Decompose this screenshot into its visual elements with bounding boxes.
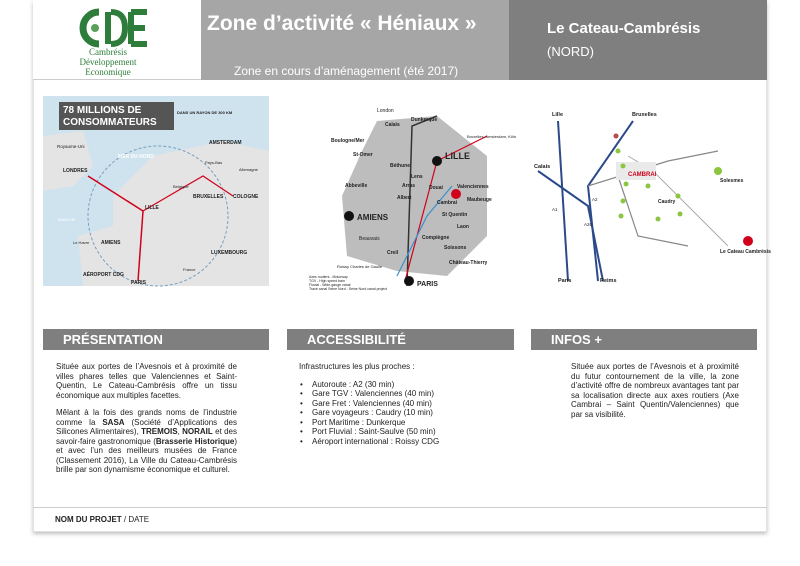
map2-label-7: Lens (411, 174, 423, 180)
map3-label-7: Caudry (658, 199, 676, 205)
map2-label-13: Albert (397, 195, 412, 201)
map1-label-10: Allemagne (239, 167, 258, 172)
map1-label-11: Belgique (173, 184, 189, 189)
map2-label-8: Arras (402, 183, 416, 189)
map2-label-23: PARIS (417, 281, 438, 288)
logo-text (33, 47, 183, 77)
map2-label-4: St-Omer (353, 152, 373, 158)
map3-label-8: Le Cateau Cambrésis (720, 249, 771, 255)
accessibility-intro: Infrastructures les plus proches : (299, 362, 415, 371)
map2-label-14: Cambrai (437, 200, 458, 206)
accessibility-list (299, 380, 499, 447)
map3-label-2: Calais (534, 164, 551, 170)
map2-label-12: Abbeville (345, 183, 368, 189)
map2-label-16: AMIENS (357, 213, 389, 222)
map3-road-1: A2 (592, 197, 598, 202)
presentation-paragraph-1: Située aux portes de l’Avesnois et à proximité de villes phares telles que Valenciennes et Saint-Quentin, Le Cateau-Cambrésis offre un tissu économique aux multiples facettes. (56, 362, 237, 400)
map3-road-0: A1 (552, 207, 558, 212)
map1-label-8: AÉROPORT CDG (83, 272, 124, 278)
location-banner (509, 0, 767, 80)
map3-label-1: Bruxelles (632, 112, 657, 118)
map2-legend-1: TGV - High speed train (309, 279, 345, 283)
company-norail: NORAIL (182, 427, 213, 436)
p2-part-a: Mêlant à la fois des grands noms de l’industrie comme la (56, 408, 237, 427)
map1-label-7: LUXEMBOURG (211, 250, 248, 256)
map1-label-9: PARIS (131, 280, 146, 286)
map1-sea: MER DU NORD (118, 154, 154, 160)
page-title: Zone d’activité « Héniaux » (207, 12, 477, 35)
map1-radius-note: DANS UN RAYON DE 300 KM (177, 110, 233, 115)
accessibility-item: • Gare Fret : Valenciennes (40 min) (299, 399, 499, 409)
p2-part-i: ) et avec l’un des meilleurs musées de France (Classement 2016), La Ville du Cateau-Cambrésis brille par son dynamisme économique et culturel. (56, 436, 237, 474)
section-accessibility: ACCESSIBILITÉ (287, 329, 514, 350)
map2-label-3: Boulogne/Mer (331, 138, 365, 144)
p2-part-c: (Société d’Applications des Silicones Alimentaires), (56, 417, 238, 436)
map1-label-2: AMSTERDAM (209, 140, 242, 146)
map1-label-6: AMIENS (101, 240, 121, 246)
accessibility-item: • Aéroport international : Roissy CDG (299, 437, 499, 447)
map3-label-0: Lille (552, 112, 564, 118)
map2-label-15: St Quentin (442, 212, 468, 218)
map1-label-12: Pays-Bas (205, 160, 223, 165)
map3-label-4: Reims (600, 278, 617, 284)
infos-text (571, 362, 739, 427)
company-sasa: SASA (102, 417, 125, 427)
logo-line-1: Cambrésis (89, 47, 127, 57)
europe-map-image (43, 96, 269, 286)
infos-paragraph: Située aux portes de l’Avesnois et à proximité du futur contournement de la ville, la zone d’activité offre de nombreux avantages tant par sa localisation directe aux axes routiers (Axe Cambrai – Saint Quentin/Valenciennes) que par sa visibilité. (571, 362, 739, 419)
europe-map (43, 96, 269, 286)
cde-logo-icon (79, 8, 149, 48)
map2-label-18: Beauvais (359, 236, 380, 242)
map2-label-21: Creil (387, 250, 399, 256)
map1-label-14: MANCHE (58, 217, 76, 222)
map2-label-19: Compiègne (422, 235, 450, 241)
accessibility-item: • Port Maritime : Dunkerque (299, 418, 499, 428)
logo (33, 0, 201, 80)
map2-label-11: Maubeuge (467, 197, 492, 203)
map3-label-5: CAMBRAI (628, 172, 657, 178)
footer-project: NOM DU PROJET (55, 515, 122, 524)
accessibility-item: • Port Fluvial : Saint-Saulve (50 min) (299, 427, 499, 437)
map3-label-6: Solesmes (720, 178, 744, 184)
section-presentation: PRÉSENTATION (43, 329, 269, 350)
local-map-image (528, 96, 771, 286)
map2-label-17: Laon (457, 224, 469, 230)
map2-label-10: Valenciennes (457, 184, 489, 190)
footer-date: / DATE (121, 515, 150, 524)
section-infos: INFOS + (531, 329, 757, 350)
map1-label-1: LONDRES (63, 168, 88, 174)
map1-banner-line2: CONSOMMATEURS (63, 117, 157, 128)
map1-label-5: LILLE (145, 205, 159, 211)
title-banner (201, 0, 509, 80)
map1-label-4: COLOGNE (233, 194, 259, 200)
region-map-image (287, 96, 517, 292)
map2-legend-2: Fluvial - Wide-gauge canal (309, 283, 351, 287)
local-map (528, 96, 771, 286)
presentation-text (56, 362, 237, 483)
map2-label-25: Bruxelles, Amsterdam, Köln (467, 134, 517, 139)
footer-divider (33, 507, 767, 508)
logo-line-3: Economique (85, 67, 131, 77)
page-subtitle: Zone en cours d’aménagement (été 2017) (234, 64, 459, 78)
map3-road-2: A26 (584, 222, 593, 227)
map2-label-2: Dunkerque (411, 117, 438, 123)
map2-label-0: London (377, 108, 394, 114)
map2-label-5: Béthune (390, 163, 410, 169)
location-name: Le Cateau-Cambrésis (547, 20, 701, 37)
map2-legend-0: Axes routiers - Motorway (309, 275, 348, 279)
logo-line-2: Développement (79, 57, 137, 67)
map2-label-24: Roissy Charles de Gaulle (337, 264, 383, 269)
accessibility-item: • Gare voyageurs : Caudry (10 min) (299, 408, 499, 418)
footer (55, 515, 149, 524)
presentation-paragraph-2 (56, 408, 237, 475)
map1-label-0: Royaume-Uni (57, 144, 85, 149)
p2-part-g: et des savoir-faire gastronomique ( (56, 427, 238, 446)
map1-label-3: BRUXELLES (193, 194, 224, 200)
region-map (287, 96, 517, 292)
map2-label-1: Calais (385, 122, 400, 128)
accessibility-item: • Gare TGV : Valenciennes (40 min) (299, 389, 499, 399)
map2-legend-3: Tracé canal Seine Nord - Seine Nord canal project (309, 287, 388, 291)
accessibility-text (299, 362, 499, 446)
map2-label-20: Soissons (444, 245, 467, 251)
map2-label-9: Douai (429, 185, 443, 191)
map1-label-15: Le Havre (73, 240, 90, 245)
location-department: (NORD) (547, 44, 594, 59)
company-brasserie: Brasserie Historique (155, 436, 235, 446)
p2-part-e: , (177, 427, 183, 436)
map1-banner-line1: 78 MILLIONS DE (63, 105, 142, 116)
map2-label-22: Château-Thierry (449, 260, 488, 266)
map3-label-3: Paris (558, 278, 572, 284)
company-tremois: TREMOIS (141, 427, 178, 436)
accessibility-item: • Autoroute : A2 (30 min) (299, 380, 499, 390)
map1-label-13: France (183, 267, 196, 272)
map2-label-6: LILLE (445, 151, 470, 161)
